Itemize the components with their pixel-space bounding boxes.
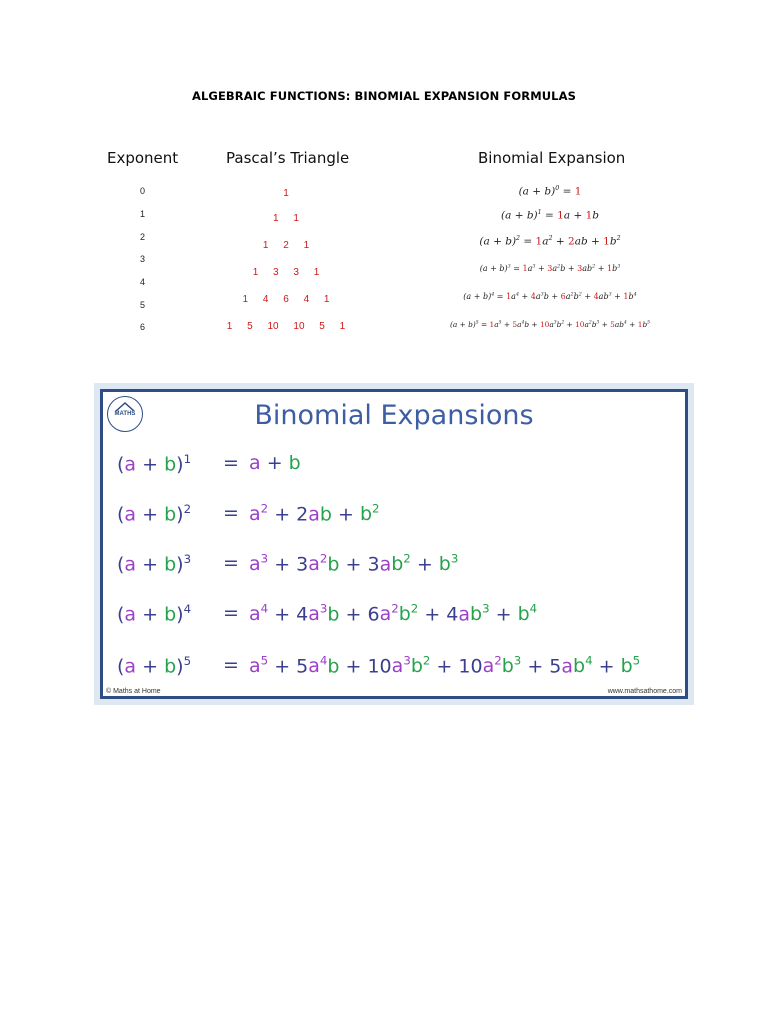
- pascal-row-2: [200, 240, 372, 251]
- binomial-expansions-poster: [94, 383, 694, 705]
- pascal-number: 5: [319, 321, 325, 332]
- exponent-3: 3: [140, 254, 146, 264]
- pascal-number: 1: [293, 213, 299, 224]
- equals-sign: =: [223, 654, 239, 676]
- equals-sign: =: [223, 502, 239, 524]
- header-exponent: Exponent: [107, 149, 179, 167]
- pascal-number: 3: [293, 267, 299, 278]
- pascal-number: 1: [303, 240, 310, 251]
- pascal-number: 1: [242, 294, 249, 305]
- exponent-2: 2: [140, 232, 146, 242]
- pascal-number: 1: [252, 267, 259, 278]
- binomial-expansion-3: $(a + b)^3 = 1a^3 + 3a^2b + 3ab^2 + 1b^3$: [479, 264, 621, 273]
- pascal-number: 6: [283, 294, 289, 305]
- pascal-row-5: [200, 321, 372, 332]
- pascal-row-0: [200, 188, 372, 199]
- poster-title: Binomial Expansions: [254, 400, 534, 431]
- pascal-number: 10: [267, 321, 279, 332]
- binomial-expansion-4: $(a + b)^4 = 1a^4 + 4a^3b + 6a^2b^2 + 4ab^3 + 1b^4$: [463, 292, 637, 301]
- exponent-6: 6: [140, 322, 146, 332]
- pascal-number: 1: [283, 188, 289, 199]
- binomial-expansion-5: $(a + b)^5 = 1a^5 + 5a^4b + 10a^3b^2 + 10a^2b^3 + 5ab^4 + 1b^5$: [450, 320, 650, 329]
- pascal-row-3: [200, 267, 372, 278]
- exponent-1: 1: [140, 209, 146, 219]
- pascal-number: 1: [323, 294, 330, 305]
- pascal-number: 1: [226, 321, 233, 332]
- pascal-number: 1: [273, 213, 279, 224]
- header-pascals-triangle: Pascal’s Triangle: [226, 149, 350, 167]
- exponent-0: 0: [140, 186, 146, 196]
- logo-text: MATHS: [114, 411, 136, 417]
- equals-sign: =: [223, 602, 239, 624]
- copyright-footer: © Maths at Home: [106, 688, 161, 695]
- equals-sign: =: [223, 552, 239, 574]
- exponent-4: 4: [140, 277, 146, 287]
- website-footer: www.mathsathome.com: [607, 688, 682, 695]
- binomial-expansion-2: $(a + b)^2 = 1a^2 + 2ab + 1b^2$: [479, 235, 621, 248]
- binomial-expansion-0: $(a + b)^0 = 1$: [518, 185, 582, 198]
- pascal-number: 10: [293, 321, 305, 332]
- pascal-number: 4: [262, 294, 269, 305]
- pascal-row-4: [200, 294, 372, 305]
- binomial-expansion-1: $(a + b)^1 = 1a + 1b$: [501, 209, 599, 222]
- pascal-number: 1: [339, 321, 346, 332]
- pascal-number: 1: [262, 240, 269, 251]
- equals-sign: =: [223, 452, 239, 474]
- pascal-number: 4: [303, 294, 310, 305]
- document-title: ALGEBRAIC FUNCTIONS: BINOMIAL EXPANSION FORMULAS: [192, 89, 576, 103]
- poster-frame: MATHS Binomial Expansions $(a + b)^1$ = a + b $(a + b)^2$ = $a^2 + 2ab + b^2$ $(a + b)^3$ = $a^3 + 3a^2b + 3ab^2 + b^3$ $(a + b)^4$ = $a^4 + 4a^3b + 6a^2b^2 + 4ab^3 + b^4$ $(a + b)^5$ = $a^5 + 5a^4b + 10a^3b^2 + 10a^2b^3 + 5ab^4 + b^5$ © Maths at Home www.mathsathome.com: [100, 389, 688, 699]
- pascal-number: 2: [283, 240, 289, 251]
- pascal-row-1: [200, 213, 372, 224]
- pascal-number: 5: [247, 321, 253, 332]
- pascal-number: 3: [273, 267, 279, 278]
- exponent-5: 5: [140, 300, 146, 310]
- header-binomial-expansion: Binomial Expansion: [478, 149, 626, 167]
- pascal-number: 1: [313, 267, 320, 278]
